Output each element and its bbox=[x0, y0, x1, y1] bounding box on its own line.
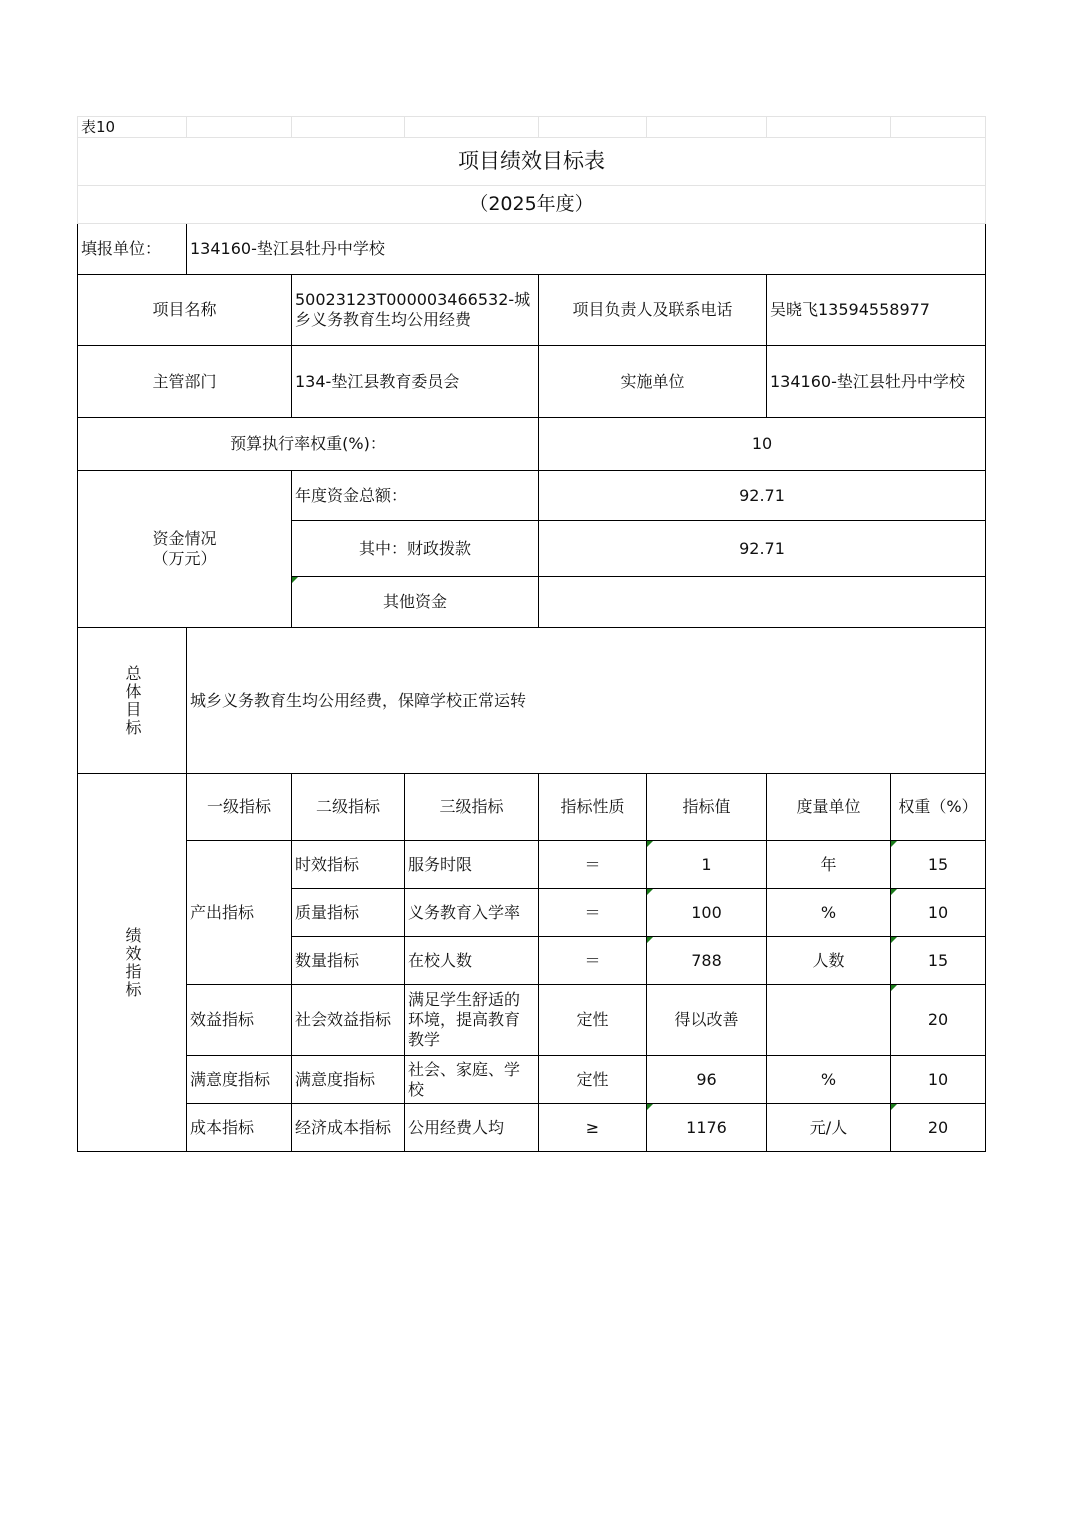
funds-fiscal-label: 其中：财政拨款 bbox=[292, 521, 539, 577]
row-value: 1176 bbox=[647, 1104, 767, 1152]
table-row bbox=[78, 1104, 986, 1152]
header-nature: 指标性质 bbox=[539, 774, 647, 841]
row-nature: ≥ bbox=[539, 1104, 647, 1152]
table-row bbox=[78, 841, 986, 889]
table-row bbox=[78, 1056, 986, 1104]
row-value: 96 bbox=[647, 1056, 767, 1104]
header-lvl2: 二级指标 bbox=[292, 774, 405, 841]
project-name-label: 项目名称 bbox=[78, 275, 292, 346]
row-value: 1 bbox=[647, 841, 767, 889]
row-weight: 10 bbox=[891, 1056, 986, 1104]
funds-other-label: 其他资金 bbox=[292, 577, 539, 628]
budget-weight-value: 10 bbox=[539, 418, 986, 471]
page-title: 项目绩效目标表 bbox=[78, 138, 986, 186]
funds-fiscal-value: 92.71 bbox=[539, 521, 986, 577]
unit-value: 134160-垫江县牡丹中学校 bbox=[187, 224, 986, 275]
row-lvl3: 服务时限 bbox=[405, 841, 539, 889]
row-weight: 15 bbox=[891, 841, 986, 889]
row-lvl3: 在校人数 bbox=[405, 937, 539, 985]
row-lvl1: 成本指标 bbox=[187, 1104, 292, 1152]
row-nature: ＝ bbox=[539, 937, 647, 985]
year-subtitle: （2025年度） bbox=[78, 186, 986, 224]
header-weight: 权重（%） bbox=[891, 774, 986, 841]
header-unit: 度量单位 bbox=[767, 774, 891, 841]
header-lvl1: 一级指标 bbox=[187, 774, 292, 841]
row-weight: 10 bbox=[891, 889, 986, 937]
row-lvl3: 满足学生舒适的环境，提高教育教学 bbox=[405, 985, 539, 1056]
funds-other-value bbox=[539, 577, 986, 628]
dept-value: 134-垫江县教育委员会 bbox=[292, 346, 539, 418]
performance-table bbox=[77, 116, 986, 1152]
row-nature: ＝ bbox=[539, 889, 647, 937]
row-lvl2: 满意度指标 bbox=[292, 1056, 405, 1104]
row-lvl2: 时效指标 bbox=[292, 841, 405, 889]
leader-value: 吴晓飞13594558977 bbox=[767, 275, 986, 346]
funds-label-line1: 资金情况 bbox=[152, 529, 217, 548]
row-unit: 元/人 bbox=[767, 1104, 891, 1152]
row-unit bbox=[767, 985, 891, 1056]
table-row bbox=[78, 985, 986, 1056]
performance-target-sheet bbox=[77, 116, 985, 1152]
unit-label: 填报单位： bbox=[78, 224, 187, 275]
perf-label-cell bbox=[78, 774, 187, 1152]
row-lvl2: 质量指标 bbox=[292, 889, 405, 937]
project-name-value: 50023123T000003466532-城乡义务教育生均公用经费 bbox=[292, 275, 539, 346]
overall-goal-label: 总体目标 bbox=[123, 664, 142, 737]
row-nature: ＝ bbox=[539, 841, 647, 889]
funds-total-value: 92.71 bbox=[539, 471, 986, 521]
dept-label: 主管部门 bbox=[78, 346, 292, 418]
row-value: 得以改善 bbox=[647, 985, 767, 1056]
row-weight: 15 bbox=[891, 937, 986, 985]
row-unit: 年 bbox=[767, 841, 891, 889]
overall-goal-value: 城乡义务教育生均公用经费，保障学校正常运转 bbox=[187, 628, 986, 774]
row-lvl1: 产出指标 bbox=[187, 841, 292, 985]
funds-total-label: 年度资金总额： bbox=[292, 471, 539, 521]
row-lvl3: 社会、家庭、学校 bbox=[405, 1056, 539, 1104]
leader-label: 项目负责人及联系电话 bbox=[539, 275, 767, 346]
row-nature: 定性 bbox=[539, 1056, 647, 1104]
row-value: 788 bbox=[647, 937, 767, 985]
row-value: 100 bbox=[647, 889, 767, 937]
row-lvl3: 义务教育入学率 bbox=[405, 889, 539, 937]
impl-value: 134160-垫江县牡丹中学校 bbox=[767, 346, 986, 418]
row-lvl3: 公用经费人均 bbox=[405, 1104, 539, 1152]
perf-label: 绩效指标 bbox=[123, 926, 142, 999]
overall-goal-label-cell bbox=[78, 628, 187, 774]
row-unit: % bbox=[767, 889, 891, 937]
row-lvl2: 社会效益指标 bbox=[292, 985, 405, 1056]
funds-label-line2: （万元） bbox=[152, 549, 217, 568]
header-lvl3: 三级指标 bbox=[405, 774, 539, 841]
row-unit: % bbox=[767, 1056, 891, 1104]
row-lvl1: 效益指标 bbox=[187, 985, 292, 1056]
row-weight: 20 bbox=[891, 1104, 986, 1152]
row-weight: 20 bbox=[891, 985, 986, 1056]
impl-label: 实施单位 bbox=[539, 346, 767, 418]
table-label: 表10 bbox=[78, 117, 187, 138]
funds-label bbox=[78, 471, 292, 628]
row-lvl2: 数量指标 bbox=[292, 937, 405, 985]
row-lvl2: 经济成本指标 bbox=[292, 1104, 405, 1152]
header-value: 指标值 bbox=[647, 774, 767, 841]
row-unit: 人数 bbox=[767, 937, 891, 985]
budget-weight-label: 预算执行率权重(%)： bbox=[78, 418, 539, 471]
row-lvl1: 满意度指标 bbox=[187, 1056, 292, 1104]
row-nature: 定性 bbox=[539, 985, 647, 1056]
